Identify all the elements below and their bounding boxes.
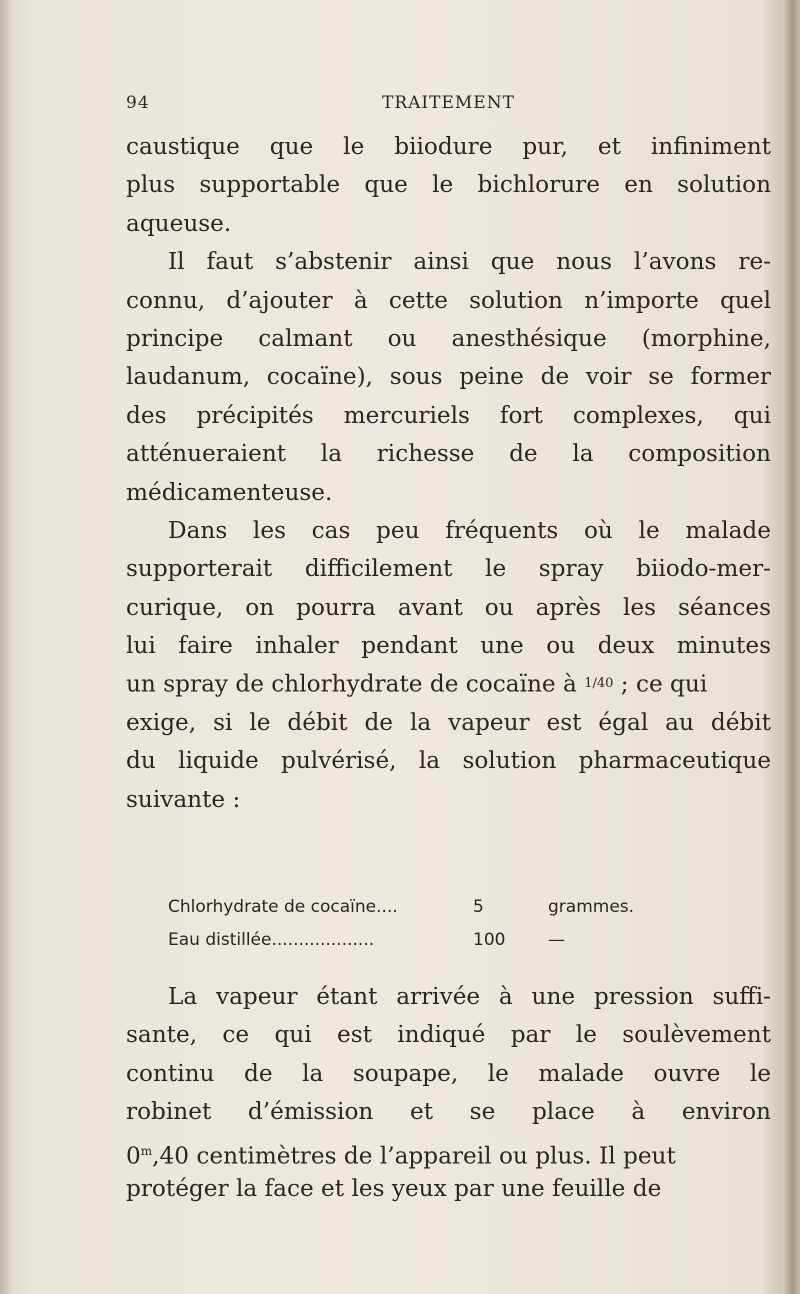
text-line: supporterait difficilement le spray biiodo-mer- (126, 555, 771, 583)
text-line: protéger la face et les yeux par une feuille de (126, 1174, 662, 1202)
text-segment: ; ce qui (613, 671, 708, 699)
text-line: sante, ce qui est indiqué par le soulèvement (126, 1021, 771, 1049)
text-line: aqueuse. (126, 209, 232, 237)
formula-ingredient: Chlorhydrate de cocaïne.... (168, 897, 398, 917)
text-line: plus supportable que le bichlorure en solution (126, 171, 771, 199)
text-line: lui faire inhaler pendant une ou deux minutes (126, 632, 771, 660)
measure-unit: m (140, 1143, 153, 1158)
formula-unit: grammes. (548, 897, 635, 917)
formula-row (168, 897, 728, 927)
text-line: curique, on pourra avant ou après les séances (126, 593, 771, 621)
text-line: continu de la soupape, le malade ouvre le (126, 1059, 771, 1087)
text-line: Dans les cas peu fréquents où le malade (168, 516, 771, 544)
body-text-bottom (126, 978, 771, 1208)
text-line-with-measure (126, 1132, 771, 1170)
text-line: robinet d’émission et se place à environ (126, 1098, 771, 1126)
page-right-edge (782, 0, 800, 1294)
running-title: TRAITEMENT (382, 93, 515, 113)
page-left-edge (0, 0, 14, 1294)
measure-value: 0 (126, 1142, 141, 1170)
text-segment: un spray de chlorhydrate de cocaïne à (126, 671, 585, 699)
text-line: exige, si le débit de la vapeur est égal au débit (126, 708, 771, 736)
text-line-with-fraction (126, 665, 771, 703)
page-number: 94 (126, 93, 150, 113)
text-line: du liquide pulvérisé, la solution pharmaceutique (126, 747, 771, 775)
formula-ingredient: Eau distillée................... (168, 930, 375, 950)
text-line: caustique que le biiodure pur, et infiniment (126, 133, 771, 160)
formula-row (168, 930, 728, 960)
text-line: médicamenteuse. (126, 478, 333, 506)
formula-quantity: 5 (473, 897, 484, 917)
fraction: 1/40 (584, 676, 614, 692)
body-text-top (126, 128, 771, 819)
text-line: suivante : (126, 785, 241, 813)
text-line: laudanum, cocaïne), sous peine de voir se former (126, 363, 771, 391)
text-segment: ,40 centimètres de l’appareil ou plus. Il peut (152, 1142, 676, 1170)
text-line: La vapeur étant arrivée à une pression suffi- (168, 983, 771, 1010)
text-line: principe calmant ou anesthésique (morphine, (126, 324, 771, 352)
page-header (126, 93, 766, 123)
text-line: des précipités mercuriels fort complexes, qui (126, 401, 771, 429)
text-line: Il faut s’abstenir ainsi que nous l’avons re- (168, 248, 771, 276)
text-line: atténueraient la richesse de la composition (126, 440, 771, 468)
formula-unit: — (548, 930, 565, 950)
formula-quantity: 100 (473, 930, 506, 950)
text-line: connu, d’ajouter à cette solution n’importe quel (126, 286, 771, 314)
